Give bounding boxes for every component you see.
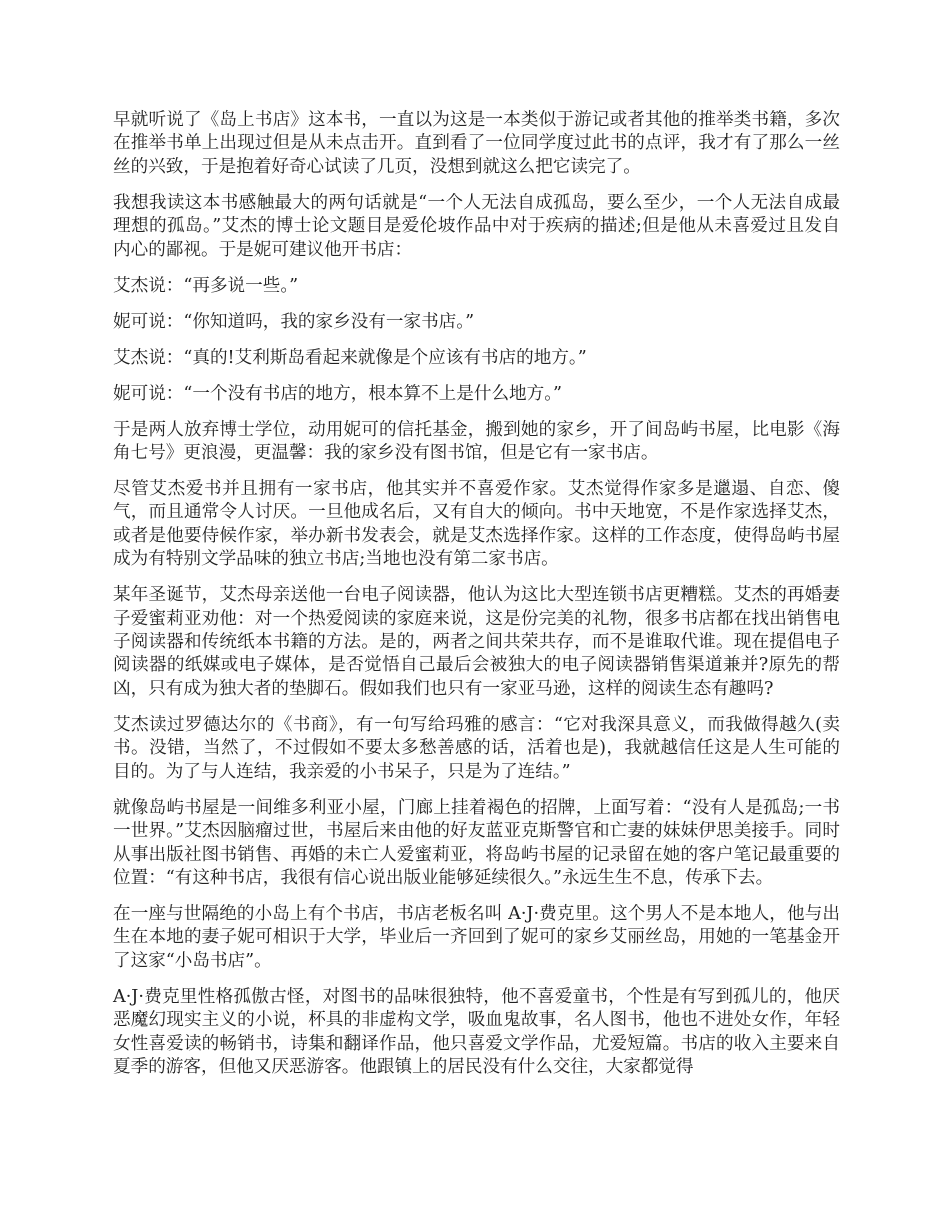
paragraph: 某年圣诞节，艾杰母亲送他一台电子阅读器，他认为这比大型连锁书店更糟糕。艾杰的再婚妻子爱蜜莉亚劝他：对一个热爱阅读的家庭来说，这是份完美的礼物，很多书店都在找出销售电子阅读器和传统纸本书籍的方法。是的，两者之间共荣共存，而不是谁取代谁。现在提倡电子阅读器的纸媒或电子媒体，是否觉悟自己最后会被独大的电子阅读器销售渠道兼并?原先的帮凶，只有成为独大者的垫脚石。假如我们也只有一家亚马逊，这样的阅读生态有趣吗? [113,585,840,699]
article-body [113,109,840,1092]
paragraph: 艾杰说：“再多说一些。” [113,275,299,296]
paragraph: 就像岛屿书屋是一间维多利亚小屋，门廊上挂着褐色的招牌，上面写着：“没有人是孤岛;一书一世界。”艾杰因脑瘤过世，书屋后来由他的好友蓝亚克斯警官和亡妻的妹妹伊思美接手。同时从事出版社图书销售、再婚的未亡人爱蜜莉亚，将岛屿书屋的记录留在她的客户笔记最重要的位置：“有这种书店，我很有信心说出版业能够延续很久。”永远生生不息，传承下去。 [113,797,840,888]
paragraph: 妮可说：“一个没有书店的地方，根本算不上是什么地方。” [113,383,563,404]
paragraph: 妮可说：“你知道吗，我的家乡没有一家书店。” [113,311,475,332]
paragraph: 艾杰说：“真的!艾利斯岛看起来就像是个应该有书店的地方。” [113,347,587,368]
paragraph: 我想我读这本书感触最大的两句话就是“一个人无法自成孤岛，要么至少，一个人无法自成最理想的孤岛。”艾杰的博士论文题目是爱伦坡作品中对于疾病的描述;但是他从未喜爱过且发自内心的鄙视。于是妮可建议他开书店： [113,192,840,260]
paragraph: 尽管艾杰爱书并且拥有一家书店，他其实并不喜爱作家。艾杰觉得作家多是邋遢、自恋、傻气，而且通常令人讨厌。一旦他成名后，又有自大的倾向。书中天地宽，不是作家选择艾杰，或者是他要侍候作家，举办新书发表会，就是艾杰选择作家。这样的工作态度，使得岛屿书屋成为有特别文学品味的独立书店;当地也没有第二家书店。 [113,479,840,570]
paragraph: 于是两人放弃博士学位，动用妮可的信托基金，搬到她的家乡，开了间岛屿书屋，比电影《海角七号》更浪漫，更温馨：我的家乡没有图书馆，但是它有一家书店。 [113,419,840,464]
paragraph: A·J·费克里性格孤傲古怪，对图书的品味很独特，他不喜爱童书，个性是有写到孤儿的，他厌恶魔幻现实主义的小说，杯具的非虚构文学，吸血鬼故事，名人图书，他也不进处女作，年轻女性喜爱读的畅销书，诗集和翻译作品，他只喜爱文学作品，尤爱短篇。书店的收入主要来自夏季的游客，但他又厌恶游客。他跟镇上的居民没有什么交往，大家都觉得 [113,986,840,1077]
paragraph: 艾杰读过罗德达尔的《书商》，有一句写给玛雅的感言：“它对我深具意义，而我做得越久(卖书。没错，当然了，不过假如不要太多愁善感的话，活着也是)，我就越信任这是人生可能的目的。为了与人连结，我亲爱的小书呆子，只是为了连结。” [113,714,840,782]
paragraph: 早就听说了《岛上书店》这本书，一直以为这是一本类似于游记或者其他的推举类书籍，多次在推举书单上出现过但是从未点击开。直到看了一位同学度过此书的点评，我才有了那么一丝丝的兴致，于是抱着好奇心试读了几页，没想到就这么把它读完了。 [113,110,840,177]
paragraph: 在一座与世隔绝的小岛上有个书店，书店老板名叫 A·J·费克里。这个男人不是本地人，他与出生在本地的妻子妮可相识于大学，毕业后一齐回到了妮可的家乡艾丽丝岛，用她的一笔基金开了这家“小岛书店”。 [113,903,840,971]
